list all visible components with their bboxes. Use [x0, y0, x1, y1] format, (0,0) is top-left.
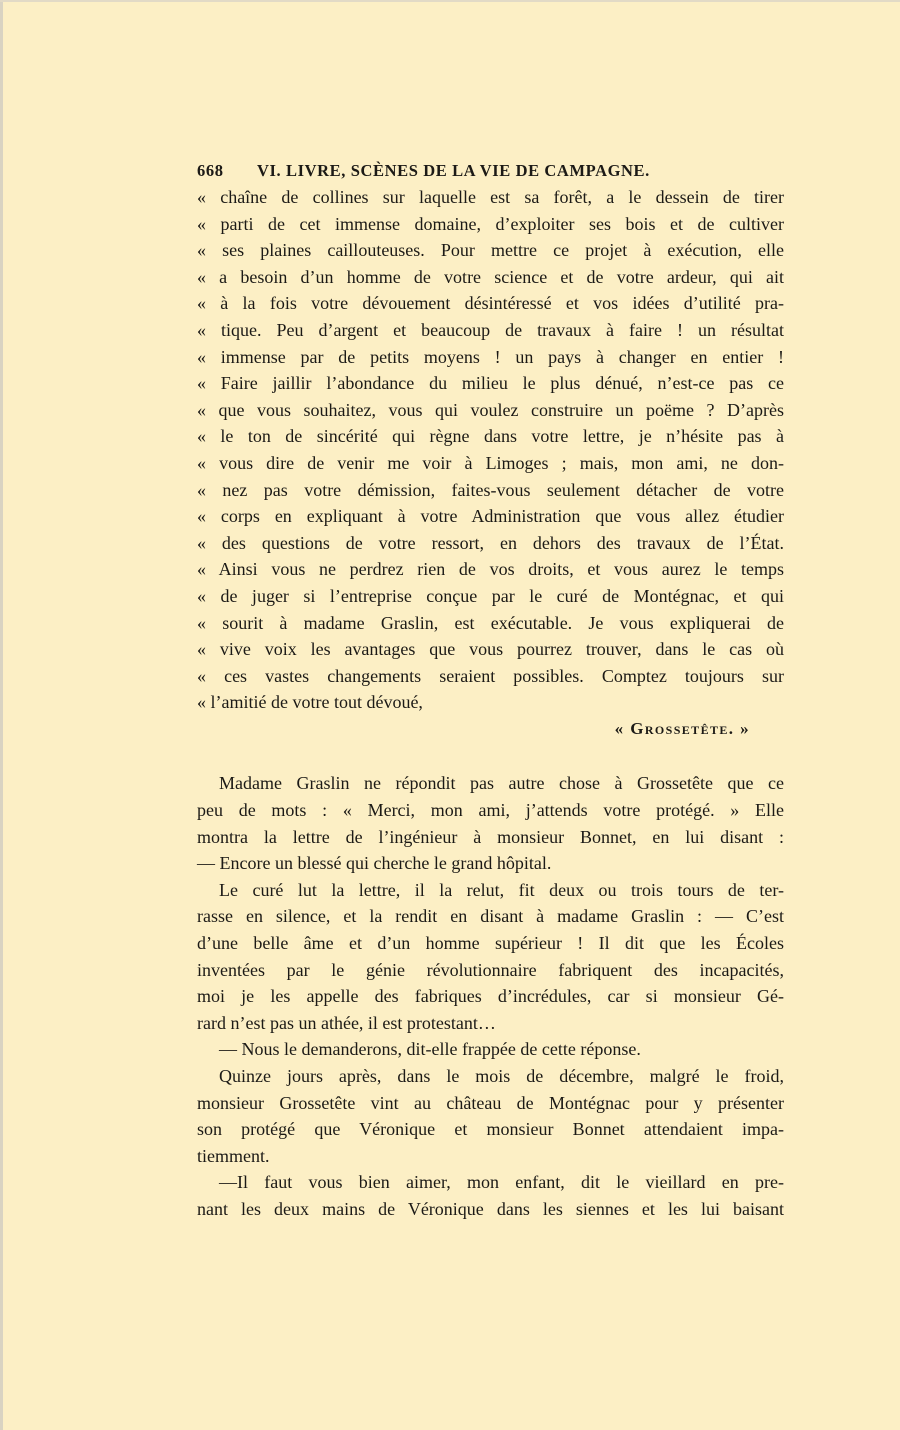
- letter-line: « Ainsi vous ne perdrez rien de vos droits, et vous aurez le temps: [197, 559, 784, 580]
- running-head-title: VI. LIVRE, SCÈNES DE LA VIE DE CAMPAGNE.: [257, 161, 650, 180]
- letter-line: « de juger si l’entreprise conçue par le curé de Montégnac, et qui: [197, 585, 784, 606]
- prose-line: Madame Graslin ne répondit pas autre chose à Grossetête que ce: [219, 773, 784, 794]
- prose-line: son protégé que Véronique et monsieur Bonnet attendaient impa-: [197, 1119, 784, 1140]
- letter-line: « ses plaines caillouteuses. Pour mettre ce projet à exécution, elle: [197, 240, 784, 261]
- letter-line: « parti de cet immense domaine, d’exploiter ses bois et de cultiver: [197, 213, 784, 234]
- prose-line: inventées par le génie révolutionnaire fabriquent des incapacités,: [197, 959, 784, 980]
- letter-line: « immense par de petits moyens ! un pays à changer en entier !: [197, 346, 784, 367]
- prose-line: tiemment.: [197, 1145, 270, 1166]
- prose-line: montra la lettre de l’ingénieur à monsieur Bonnet, en lui disant :: [197, 826, 784, 847]
- letter-line: « l’amitié de votre tout dévoué,: [197, 692, 423, 713]
- scan-edge-top: [0, 0, 900, 2]
- prose-line: —Il faut vous bien aimer, mon enfant, dit le vieillard en pre-: [219, 1172, 784, 1193]
- letter-line: « ces vastes changements seraient possibles. Comptez toujours sur: [197, 665, 784, 686]
- letter-line: « vive voix les avantages que vous pourrez trouver, dans le cas où: [197, 639, 784, 660]
- letter-signature: « Grossetête. »: [614, 718, 750, 738]
- prose-line: monsieur Grossetête vint au château de Montégnac pour y présenter: [197, 1092, 784, 1113]
- letter-line: « le ton de sincérité qui règne dans votre lettre, je n’hésite pas à: [197, 426, 784, 447]
- letter-line: « à la fois votre dévouement désintéressé et vos idées d’utilité pra-: [197, 293, 784, 314]
- prose-line: moi je les appelle des fabriques d’incrédules, car si monsieur Gé-: [197, 986, 784, 1007]
- letter-line: « vous dire de venir me voir à Limoges ; mais, mon ami, ne don-: [197, 452, 784, 473]
- prose-line: rard n’est pas un athée, il est protestant…: [197, 1012, 496, 1033]
- prose-line: Quinze jours après, dans le mois de décembre, malgré le froid,: [219, 1066, 784, 1086]
- letter-line: « a besoin d’un homme de votre science et de votre ardeur, qui ait: [197, 266, 784, 287]
- prose-line: nant les deux mains de Véronique dans les siennes et les lui baisant: [197, 1198, 784, 1219]
- letter-line: « chaîne de collines sur laquelle est sa forêt, a le dessein de tirer: [197, 187, 784, 207]
- running-header: [197, 157, 784, 184]
- letter-line: « sourit à madame Graslin, est exécutable. Je vous expliquerai de: [197, 612, 784, 633]
- quoted-letter: [197, 184, 784, 716]
- letter-line: « que vous souhaitez, vous qui voulez construire un poëme ? D’après: [197, 399, 784, 420]
- paragraph-gap: [197, 742, 784, 770]
- page-number: 668: [197, 161, 224, 180]
- prose-line: — Nous le demanderons, dit-elle frappée de cette réponse.: [219, 1039, 641, 1060]
- prose-line: d’une belle âme et d’un homme supérieur ! Il dit que les Écoles: [197, 933, 784, 954]
- letter-line: « Faire jaillir l’abondance du milieu le plus dénué, n’est-ce pas ce: [197, 373, 784, 394]
- letter-line: « corps en expliquant à votre Administration que vous allez étudier: [197, 506, 784, 527]
- prose-line: Le curé lut la lettre, il la relut, fit deux ou trois tours de ter-: [219, 879, 784, 900]
- letter-line: « des questions de votre ressort, en dehors des travaux de l’État.: [197, 532, 784, 553]
- scan-edge-left: [0, 0, 3, 1430]
- letter-line: « nez pas votre démission, faites-vous seulement détacher de votre: [197, 479, 784, 500]
- prose-line: peu de mots : « Merci, mon ami, j’attends votre protégé. » Elle: [197, 800, 784, 821]
- prose-line: rasse en silence, et la rendit en disant à madame Graslin : — C’est: [197, 906, 784, 927]
- book-page: [197, 157, 784, 1223]
- prose-line: — Encore un blessé qui cherche le grand hôpital.: [197, 853, 552, 874]
- letter-line: « tique. Peu d’argent et beaucoup de travaux à faire ! un résultat: [197, 319, 784, 340]
- narrative-text: [197, 770, 784, 1222]
